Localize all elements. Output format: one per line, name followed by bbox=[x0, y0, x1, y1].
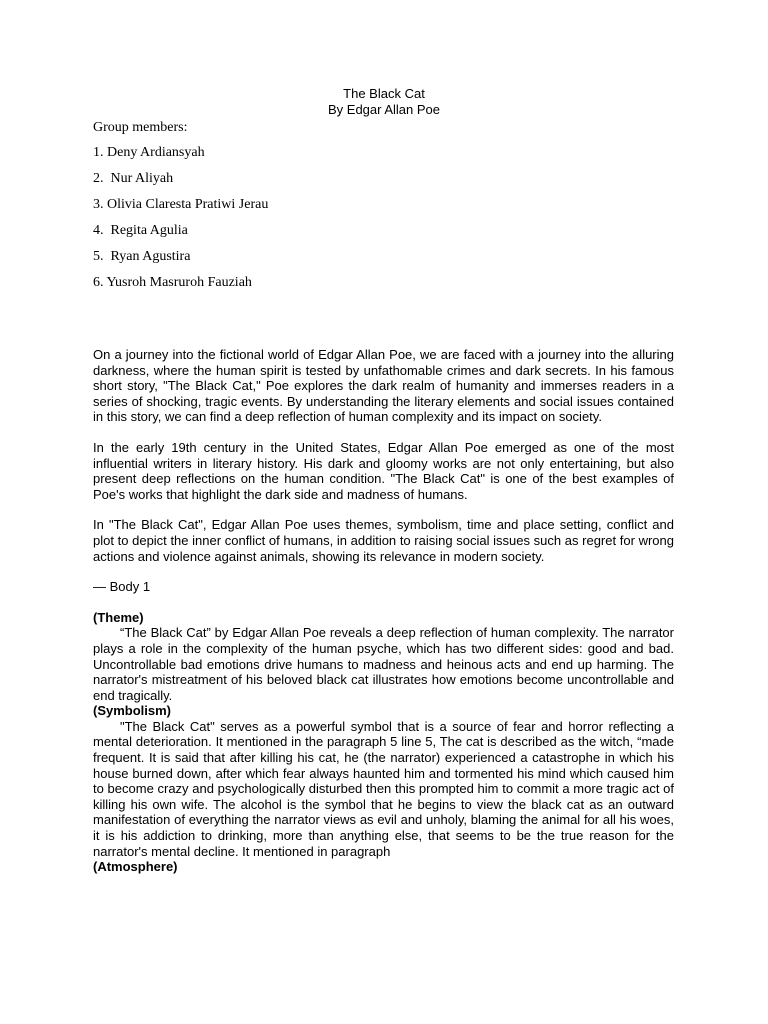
list-item: 5. Ryan Agustira bbox=[93, 249, 191, 264]
theme-paragraph: “The Black Cat” by Edgar Allan Poe reveals a deep reflection of human complexity. The narrator plays a role in the complexity of the human psyche, which has two different sides: good and bad. Uncontrollable bad emotions drive humans to madness and heinous acts and end up harming. The narrator's mistreatment of his beloved black cat illustrates how emotions become uncontrollable and end tragically. bbox=[93, 625, 674, 703]
list-item: 6. Yusroh Masruroh Fauziah bbox=[93, 275, 252, 290]
group-members-section bbox=[93, 119, 268, 300]
intro-paragraph-3: In "The Black Cat", Edgar Allan Poe uses themes, symbolism, time and place setting, conflict and plot to depict the inner conflict of humans, in addition to raising social issues such as regret for wrong actions and violence against animals, showing its relevance in modern society. bbox=[93, 517, 674, 564]
essay-body bbox=[93, 347, 674, 875]
list-item: 1. Deny Ardiansyah bbox=[93, 145, 205, 160]
title-block bbox=[0, 86, 768, 118]
theme-heading: (Theme) bbox=[93, 609, 144, 625]
symbolism-heading: (Symbolism) bbox=[93, 703, 172, 719]
author-line: By Edgar Allan Poe bbox=[327, 102, 441, 117]
document-title: The Black Cat bbox=[343, 86, 425, 101]
intro-paragraph-2: In the early 19th century in the United States, Edgar Allan Poe emerged as one of the most influential writers in literary history. His dark and gloomy works are not only entertaining, but also present deep reflections on the human condition. "The Black Cat" is one of the best examples of Poe's works that highlight the dark side and madness of humans. bbox=[93, 439, 674, 502]
list-item: 4. Regita Agulia bbox=[93, 223, 188, 238]
list-item: 2. Nur Aliyah bbox=[93, 171, 174, 186]
intro-paragraph-1: On a journey into the fictional world of Edgar Allan Poe, we are faced with a journey into the alluring darkness, where the human spirit is tested by unfathomable crimes and dark secrets. In his famous short story, "The Black Cat," Poe explores the dark realm of humanity and immerses readers in a series of shocking, tragic events. By understanding the literary elements and social issues contained in this story, we can find a deep reflection of human complexity and its impact on society. bbox=[93, 347, 674, 425]
symbolism-paragraph: "The Black Cat" serves as a powerful symbol that is a source of fear and horror reflecting a mental deterioration. It mentioned in the paragraph 5 line 5, The cat is described as the witch, “made frequent. It is said that after killing his cat, he (the narrator) experienced a catastrophe in which his house burned down, after which fear always haunted him and tormented his mind which caused him to become crazy and psychologically disturbed then this prompted him to commit a more tragic act of killing his own wife. The alcohol is the symbol that he begins to view the black cat as an outward manifestation of everything the narrator views as evil and unholy, blaming the animal for all his woes, it is his addiction to drinking, more than anything else, that seems to be the true reason for the narrator's mental decline. It mentioned in paragraph bbox=[93, 718, 674, 859]
group-members-label: Group members: bbox=[93, 120, 188, 135]
list-item: 3. Olivia Claresta Pratiwi Jerau bbox=[93, 197, 269, 212]
group-members-list bbox=[93, 144, 268, 292]
body-1-marker: — Body 1 bbox=[93, 579, 151, 595]
atmosphere-heading: (Atmosphere) bbox=[93, 859, 178, 875]
